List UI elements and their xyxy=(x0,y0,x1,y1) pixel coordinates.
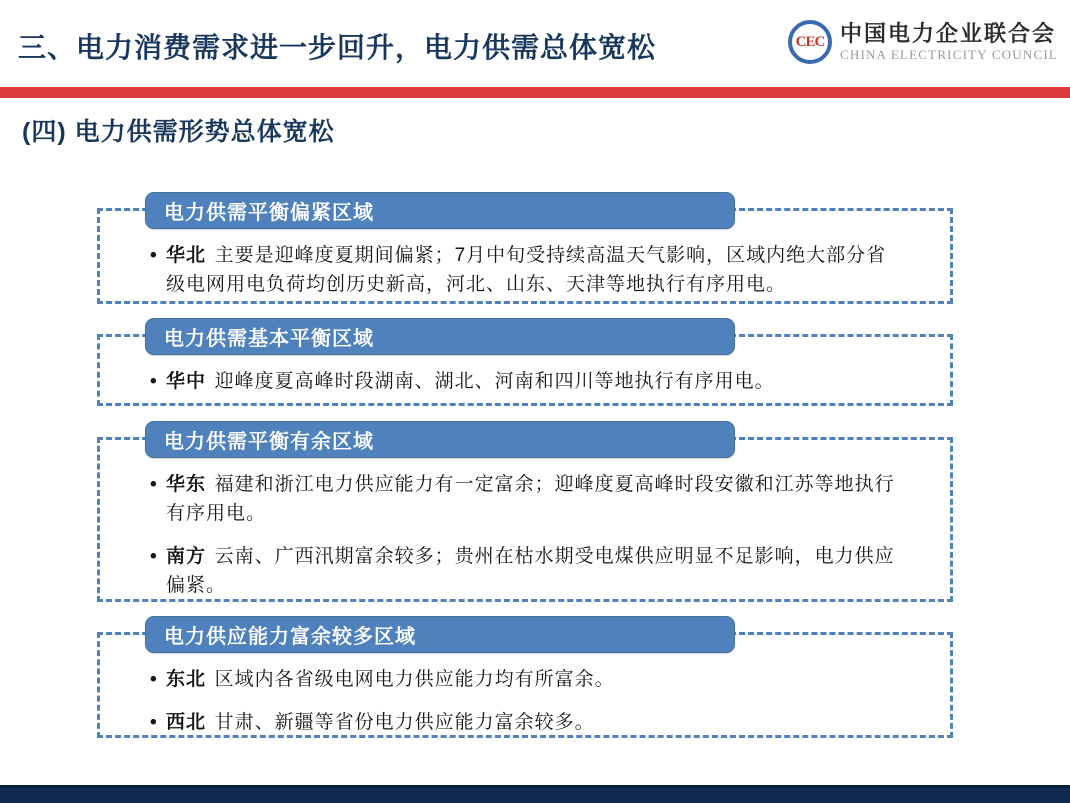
item-text: 甘肃、新疆等省份电力供应能力富余较多。 xyxy=(214,712,595,733)
slide-subtitle: (四) 电力供需形势总体宽松 xyxy=(22,118,335,146)
bullet-item xyxy=(150,665,904,694)
region-name: 华东 xyxy=(166,474,207,495)
bullet-marker: • xyxy=(150,546,158,567)
region-name: 南方 xyxy=(166,546,207,567)
cec-logo-monogram: CEC xyxy=(795,33,825,50)
footer-bar xyxy=(0,785,1070,803)
bullet-marker: • xyxy=(150,712,158,733)
org-name-cn: 中国电力企业联合会 xyxy=(839,21,1056,46)
bullet-item xyxy=(150,542,904,600)
bullet-item xyxy=(150,367,904,396)
region-section xyxy=(97,192,953,295)
region-name: 东北 xyxy=(166,669,207,690)
section-header-bar xyxy=(145,616,735,653)
section-body xyxy=(97,437,953,602)
bullet-marker: • xyxy=(150,474,158,495)
bullet-item xyxy=(150,241,904,299)
bullet-item xyxy=(150,470,904,528)
section-title: 电力供需平衡有余区域 xyxy=(164,431,374,453)
item-text: 云南、广西汛期富余较多；贵州在枯水期受电煤供应明显不足影响，电力供应偏紧。 xyxy=(166,546,895,596)
page-title: 三、电力消费需求进一步回升，电力供需总体宽松 xyxy=(18,32,657,63)
section-title: 电力供需平衡偏紧区域 xyxy=(164,202,374,224)
item-text: 迎峰度夏高峰时段湖南、湖北、河南和四川等地执行有序用电。 xyxy=(214,371,775,392)
section-header-bar xyxy=(145,318,735,355)
region-name: 西北 xyxy=(166,712,207,733)
bullet-marker: • xyxy=(150,669,158,690)
region-section xyxy=(97,421,953,596)
section-header-bar xyxy=(145,421,735,458)
bullet-marker: • xyxy=(150,371,158,392)
org-name-en: CHINA ELECTRICITY COUNCIL xyxy=(839,47,1058,62)
section-title: 电力供应能力富余较多区域 xyxy=(164,626,416,648)
section-header-bar xyxy=(145,192,735,229)
region-name: 华中 xyxy=(166,371,207,392)
section-title: 电力供需基本平衡区域 xyxy=(164,328,374,350)
item-text: 福建和浙江电力供应能力有一定富余；迎峰度夏高峰时段安徽和江苏等地执行有序用电。 xyxy=(166,474,895,524)
region-section xyxy=(97,318,953,392)
region-name: 华北 xyxy=(166,245,207,266)
bullet-marker: • xyxy=(150,245,158,266)
item-text: 主要是迎峰度夏期间偏紧；7月中旬受持续高温天气影响，区域内绝大部分省级电网用电负荷均创历史新高，河北、山东、天津等地执行有序用电。 xyxy=(166,245,887,295)
item-text: 区域内各省级电网电力供应能力均有所富余。 xyxy=(214,669,615,690)
sections-container xyxy=(97,0,953,803)
bullet-item xyxy=(150,708,904,737)
region-section xyxy=(97,616,953,733)
